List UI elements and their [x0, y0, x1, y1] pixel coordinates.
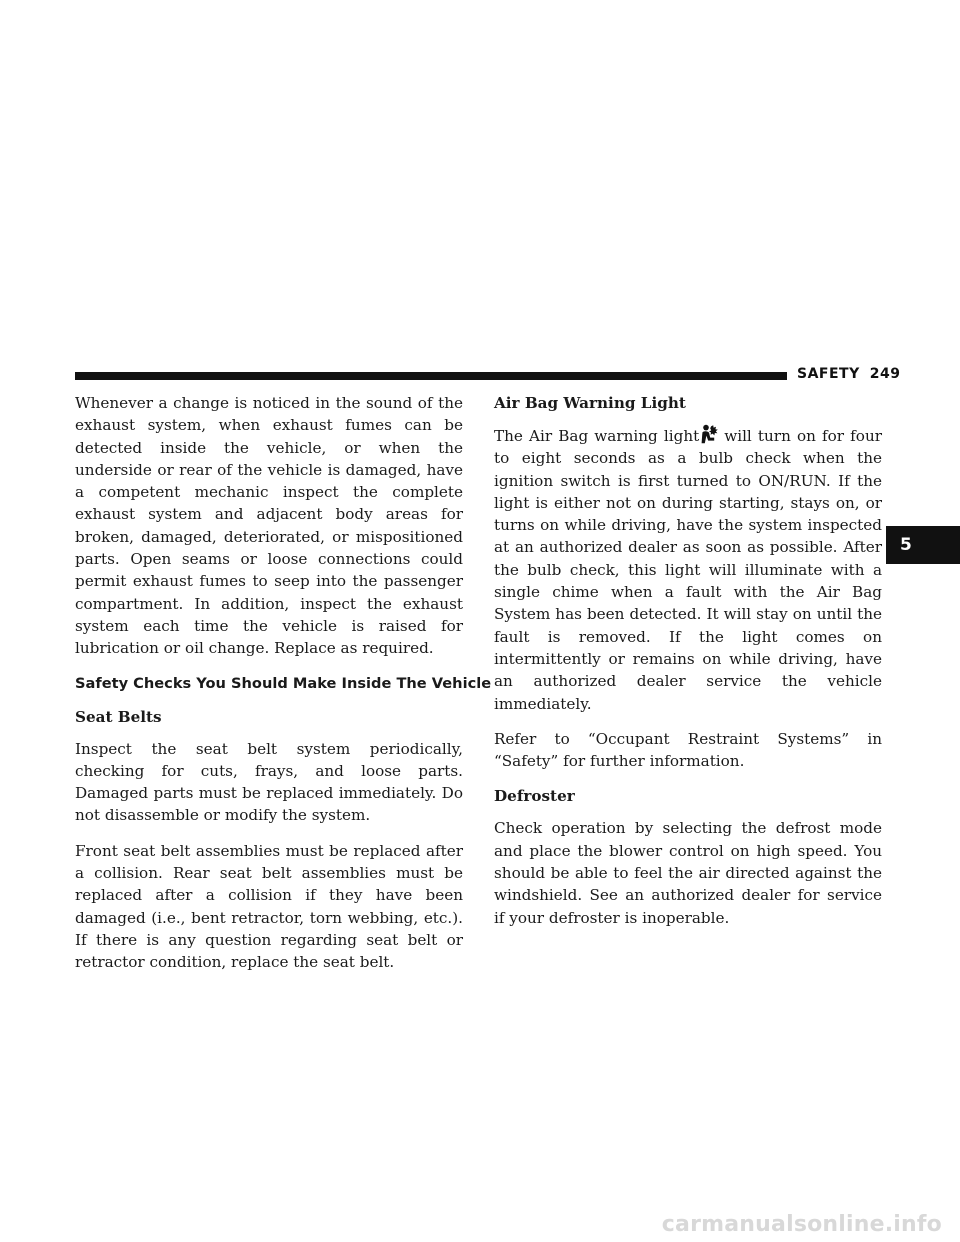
running-header — [797, 366, 900, 382]
seat-belts-heading: Seat Belts — [75, 707, 162, 726]
right-column — [494, 392, 882, 942]
section-name: SAFETY — [797, 366, 860, 382]
airbag-warning-icon — [700, 424, 722, 444]
airbag-text-after: will turn on for four to eight seconds as a bulb check when the ignition switch is first turned to ON/RUN. If the light is either not on during starting, stays on, or turns on while driving, have the system inspected at an authorized dealer as soon as possible. After the bulb check, this light will illuminate with a single chime when a fault with the Air Bag System has been detected. It will stay on until the fault is removed. If the light comes on intermittently or remains on while driving, have an authorized dealer service the vehicle immediately. — [494, 427, 882, 713]
seat-belt-replacement-paragraph: Front seat belt assemblies must be replaced after a collision. Rear seat belt assemblies must be replaced after a collision if they have been damaged (i.e., bent retractor, torn webbing, etc.). If there is any question regarding seat belt or retractor condition, replace the seat belt. — [75, 841, 463, 972]
chapter-tab: 5 — [886, 526, 960, 564]
airbag-text-before: The Air Bag warning light — [494, 427, 700, 445]
exhaust-paragraph: Whenever a change is noticed in the sound of the exhaust system, when exhaust fumes can be detected inside the vehicle, or when the underside or rear of the vehicle is damaged, have a competent mechanic inspect the complete exhaust system and adjacent body areas for broken, damaged, deteriorated, or mispositioned parts. Open seams or loose connections could permit exhaust fumes to seep into the passenger compartment. In addition, inspect the exhaust system each time the vehicle is raised for lubrication or oil change. Replace as required. — [75, 394, 463, 658]
header-rule — [75, 372, 787, 380]
airbag-heading: Air Bag Warning Light — [494, 394, 686, 412]
defroster-heading: Defroster — [494, 787, 575, 806]
section-heading: Safety Checks You Should Make Inside The Vehicle — [75, 674, 492, 692]
seat-belts-paragraph: Inspect the seat belt system periodically, checking for cuts, frays, and loose parts. Damaged parts must be replaced immediately. Do not disassemble or modify the system. — [75, 739, 463, 825]
watermark: carmanualsonline.info — [661, 1212, 942, 1237]
airbag-paragraph — [494, 424, 882, 715]
left-column — [75, 392, 492, 987]
refer-paragraph: Refer to “Occupant Restraint Systems” in “Safety” for further information. — [494, 729, 882, 771]
page-number: 249 — [869, 366, 901, 382]
defroster-paragraph: Check operation by selecting the defrost mode and place the blower control on high speed. You should be able to feel the air directed against the windshield. See an authorized dealer for service if your defroster is inoperable. — [494, 819, 882, 927]
